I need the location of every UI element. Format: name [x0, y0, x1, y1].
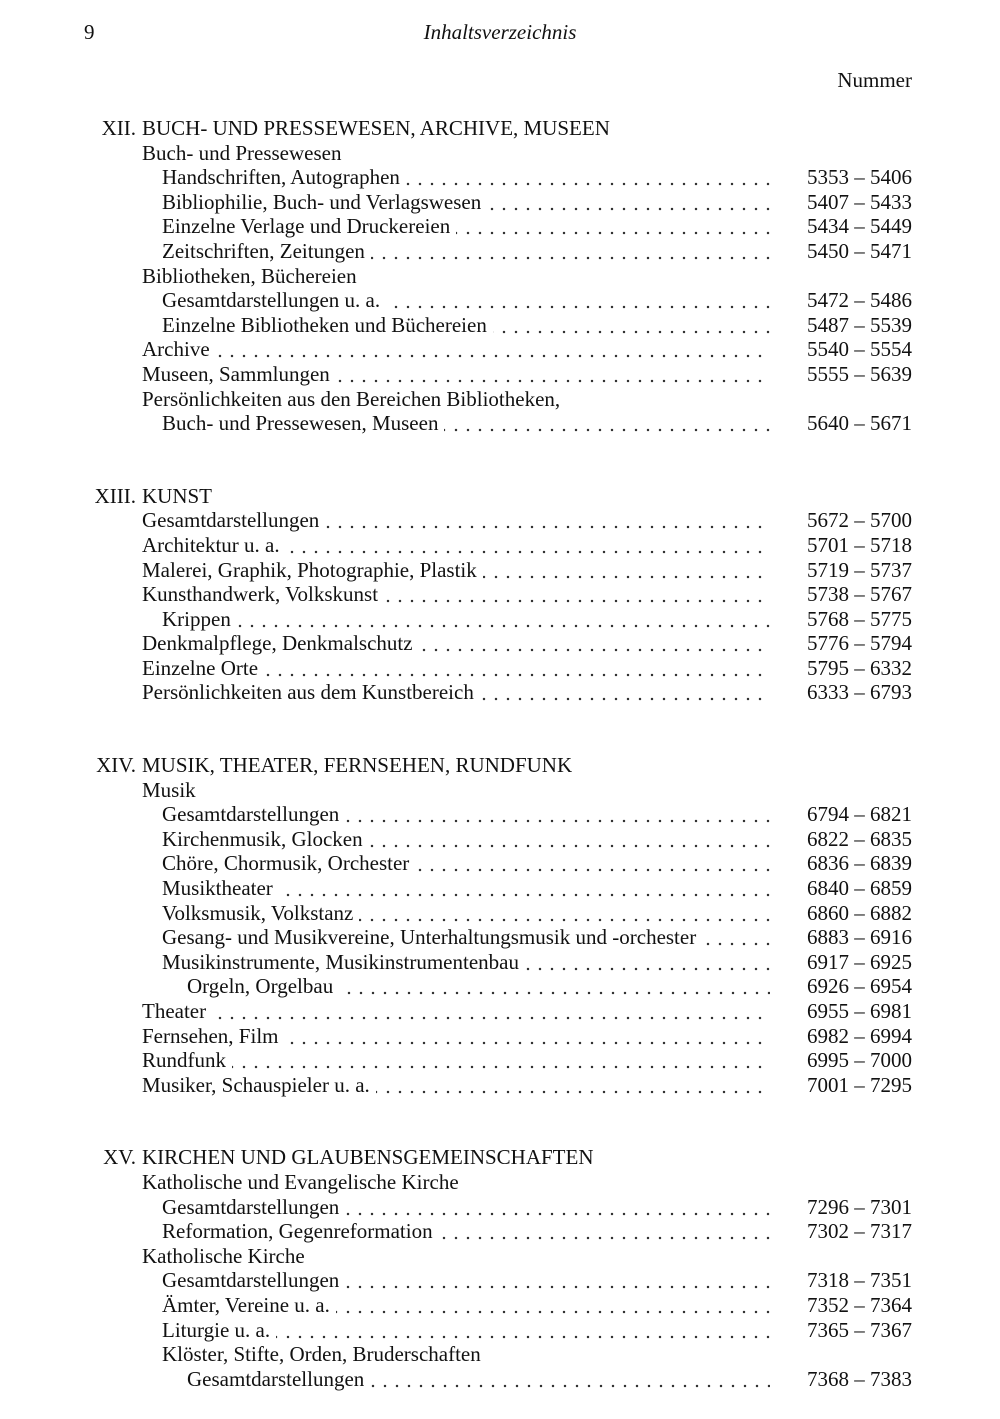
entry-label: [142, 508, 770, 533]
entry-text: Gesamtdarstellungen: [142, 508, 325, 532]
entry-text: Gesamtdarstellungen: [162, 1195, 345, 1219]
toc-entry: [0, 1195, 1000, 1220]
subheading-text: Buch- und Pressewesen: [142, 140, 342, 165]
entry-text: Liturgie u. a.: [162, 1318, 276, 1342]
entry-label: [187, 1367, 770, 1392]
entry-number-range: 5719 – 5737: [807, 557, 912, 582]
toc-entry: [0, 1024, 1000, 1049]
subheading-text: Bibliotheken, Büchereien: [142, 263, 357, 288]
entry-label: [162, 607, 770, 632]
entry-text: Malerei, Graphik, Photographie, Plastik: [142, 558, 483, 582]
section-number: XV.: [103, 1145, 136, 1170]
section-number: XIII.: [94, 483, 136, 508]
entry-number-range: 5555 – 5639: [807, 361, 912, 386]
toc-subheading: [0, 1170, 1000, 1195]
toc-entry: [0, 313, 1000, 338]
toc-entry: [0, 999, 1000, 1024]
section-title: KIRCHEN UND GLAUBENSGEMEINSCHAFTEN: [142, 1145, 594, 1170]
toc-entry: [0, 631, 1000, 656]
entry-number-range: 5472 – 5486: [807, 288, 912, 313]
toc-entry: [0, 582, 1000, 607]
entry-number-range: 7318 – 7351: [807, 1268, 912, 1293]
entry-label: [162, 925, 770, 950]
subheading-text: Persönlichkeiten aus den Bereichen Bibliotheken,: [142, 386, 561, 411]
entry-label: [162, 165, 770, 190]
entry-label: [162, 239, 770, 264]
section-gap: [0, 1097, 1000, 1145]
entry-text: Gesamtdarstellungen u. a.: [162, 288, 386, 312]
toc-entry: [0, 239, 1000, 264]
entry-label: [142, 558, 770, 583]
entry-label: [142, 582, 770, 607]
table-of-contents: [0, 116, 1000, 1391]
toc-entry: [0, 362, 1000, 387]
entry-text: Architektur u. a.: [142, 533, 286, 557]
toc-subheading: [0, 778, 1000, 803]
entry-number-range: 5672 – 5700: [807, 508, 912, 533]
entry-number-range: 7296 – 7301: [807, 1194, 912, 1219]
entry-text: Denkmalpflege, Denkmalschutz: [142, 631, 419, 655]
toc-subheading: [0, 1244, 1000, 1269]
toc-entry: [0, 1268, 1000, 1293]
entry-number-range: 6836 – 6839: [807, 851, 912, 876]
entry-text: Einzelne Bibliotheken und Büchereien: [162, 313, 493, 337]
toc-entry: [0, 827, 1000, 852]
entry-label: [162, 901, 770, 926]
entry-label: [162, 190, 770, 215]
entry-label: [162, 1219, 770, 1244]
entry-label: [162, 1293, 770, 1318]
entry-text: Rundfunk: [142, 1048, 232, 1072]
section-title: BUCH- UND PRESSEWESEN, ARCHIVE, MUSEEN: [142, 116, 610, 140]
subheading-text: Musik: [142, 777, 196, 802]
entry-number-range: 7302 – 7317: [807, 1219, 912, 1244]
toc-entry: [0, 656, 1000, 681]
entry-text: Krippen: [162, 607, 237, 631]
entry-text: Gesang- und Musikvereine, Unterhaltungsmusik und -orchester: [162, 925, 702, 949]
number-column-header: Nummer: [837, 68, 912, 92]
entry-text: Einzelne Orte: [142, 656, 264, 680]
toc-entry: [0, 1073, 1000, 1098]
entry-number-range: 5540 – 5554: [807, 337, 912, 362]
toc-entry: [0, 974, 1000, 999]
entry-text: Bibliophilie, Buch- und Verlagswesen: [162, 190, 487, 214]
entry-number-range: 5701 – 5718: [807, 532, 912, 557]
toc-entry: [0, 1367, 1000, 1392]
entry-label: [162, 288, 770, 313]
toc-entry: [0, 950, 1000, 975]
entry-label: [142, 362, 770, 387]
toc-entry: [0, 925, 1000, 950]
entry-text: Gesamtdarstellungen: [187, 1367, 370, 1391]
section-gap: [0, 436, 1000, 484]
toc-subheading: [0, 387, 1000, 412]
entry-number-range: 5795 – 6332: [807, 655, 912, 680]
entry-label: [142, 337, 770, 362]
entry-label: [162, 876, 770, 901]
entry-text: Einzelne Verlage und Druckereien: [162, 214, 456, 238]
entry-label: [162, 1195, 770, 1220]
subheading-text: Klöster, Stifte, Orden, Bruderschaften: [162, 1342, 481, 1367]
subheading-text: Katholische Kirche: [142, 1243, 305, 1268]
entry-text: Kunsthandwerk, Volkskunst: [142, 582, 384, 606]
entry-number-range: 6840 – 6859: [807, 876, 912, 901]
entry-text: Archive: [142, 337, 216, 361]
toc-subheading: [0, 1342, 1000, 1367]
section-gap: [0, 705, 1000, 753]
entry-label: [142, 1024, 770, 1049]
entry-text: Handschriften, Autographen: [162, 165, 406, 189]
entry-text: Chöre, Chormusik, Orchester: [162, 851, 415, 875]
toc-entry: [0, 214, 1000, 239]
entry-text: Reformation, Gegenreformation: [162, 1219, 439, 1243]
toc-subheading: [0, 141, 1000, 166]
section-number: XIV.: [96, 753, 136, 778]
entry-text: Musikinstrumente, Musikinstrumentenbau: [162, 950, 525, 974]
entry-text: Gesamtdarstellungen: [162, 1268, 345, 1292]
entry-label: [162, 1268, 770, 1293]
section-title: MUSIK, THEATER, FERNSEHEN, RUNDFUNK: [142, 753, 573, 778]
section-heading: [0, 484, 1000, 509]
entry-number-range: 6917 – 6925: [807, 949, 912, 974]
entry-text: Ämter, Vereine u. a.: [162, 1293, 336, 1317]
entry-text: Kirchenmusik, Glocken: [162, 827, 369, 851]
entry-number-range: 7368 – 7383: [807, 1366, 912, 1391]
toc-entry: [0, 901, 1000, 926]
entry-number-range: 5487 – 5539: [807, 312, 912, 337]
toc-entry: [0, 1048, 1000, 1073]
entry-number-range: 5450 – 5471: [807, 238, 912, 263]
entry-label: [162, 950, 770, 975]
toc-entry: [0, 607, 1000, 632]
entry-number-range: 6794 – 6821: [807, 802, 912, 827]
toc-subheading: [0, 264, 1000, 289]
entry-number-range: 5640 – 5671: [807, 411, 912, 436]
entry-label: [142, 1048, 770, 1073]
entry-text: Gesamtdarstellungen: [162, 802, 345, 826]
entry-label: [162, 1318, 770, 1343]
toc-entry: [0, 1293, 1000, 1318]
entry-label: [162, 411, 770, 436]
entry-number-range: 5738 – 5767: [807, 582, 912, 607]
toc-entry: [0, 876, 1000, 901]
entry-label: [162, 313, 770, 338]
entry-number-range: 6995 – 7000: [807, 1048, 912, 1073]
entry-number-range: 7001 – 7295: [807, 1072, 912, 1097]
entry-label: [142, 1073, 770, 1098]
section-number: XII.: [101, 116, 136, 140]
entry-label: [187, 974, 770, 999]
entry-label: [162, 802, 770, 827]
section-title: KUNST: [142, 483, 213, 508]
page-number: 9: [84, 20, 95, 44]
toc-entry: [0, 288, 1000, 313]
entry-label: [142, 680, 770, 705]
entry-number-range: 6333 – 6793: [807, 680, 912, 705]
entry-text: Fernsehen, Film: [142, 1024, 285, 1048]
subheading-text: Katholische und Evangelische Kirche: [142, 1169, 459, 1194]
toc-entry: [0, 411, 1000, 436]
entry-label: [142, 999, 770, 1024]
entry-text: Musiktheater: [162, 876, 279, 900]
running-title: Inhaltsverzeichnis: [423, 20, 577, 44]
entry-label: [142, 631, 770, 656]
entry-number-range: 7352 – 7364: [807, 1292, 912, 1317]
entry-number-range: 6883 – 6916: [807, 925, 912, 950]
entry-label: [142, 533, 770, 558]
entry-label: [162, 827, 770, 852]
entry-text: Museen, Sammlungen: [142, 362, 336, 386]
toc-entry: [0, 680, 1000, 705]
toc-entry: [0, 851, 1000, 876]
entry-number-range: 5776 – 5794: [807, 631, 912, 656]
entry-label: [162, 851, 770, 876]
entry-number-range: 6860 – 6882: [807, 900, 912, 925]
entry-number-range: 5353 – 5406: [807, 165, 912, 190]
toc-entry: [0, 558, 1000, 583]
toc-entry: [0, 533, 1000, 558]
section-heading: [0, 1145, 1000, 1170]
section-heading: [0, 753, 1000, 778]
toc-entry: [0, 337, 1000, 362]
entry-text: Zeitschriften, Zeitungen: [162, 239, 371, 263]
toc-entry: [0, 802, 1000, 827]
entry-text: Theater: [142, 999, 212, 1023]
entry-number-range: 6955 – 6981: [807, 999, 912, 1023]
entry-number-range: 7365 – 7367: [807, 1317, 912, 1342]
entry-text: Buch- und Pressewesen, Museen: [162, 411, 444, 435]
entry-number-range: 5407 – 5433: [807, 189, 912, 214]
entry-number-range: 5434 – 5449: [807, 214, 912, 239]
entry-label: [162, 214, 770, 239]
toc-entry: [0, 190, 1000, 215]
entry-text: Orgeln, Orgelbau: [187, 974, 339, 998]
entry-text: Persönlichkeiten aus dem Kunstbereich: [142, 680, 480, 704]
entry-number-range: 6982 – 6994: [807, 1023, 912, 1048]
entry-text: Musiker, Schauspieler u. a.: [142, 1073, 376, 1097]
toc-entry: [0, 165, 1000, 190]
entry-number-range: 6822 – 6835: [807, 826, 912, 851]
toc-entry: [0, 1219, 1000, 1244]
entry-text: Volksmusik, Volkstanz: [162, 901, 359, 925]
toc-entry: [0, 1318, 1000, 1343]
toc-entry: [0, 508, 1000, 533]
entry-label: [142, 656, 770, 681]
entry-number-range: 6926 – 6954: [807, 974, 912, 999]
section-heading: [0, 116, 1000, 141]
entry-number-range: 5768 – 5775: [807, 606, 912, 631]
